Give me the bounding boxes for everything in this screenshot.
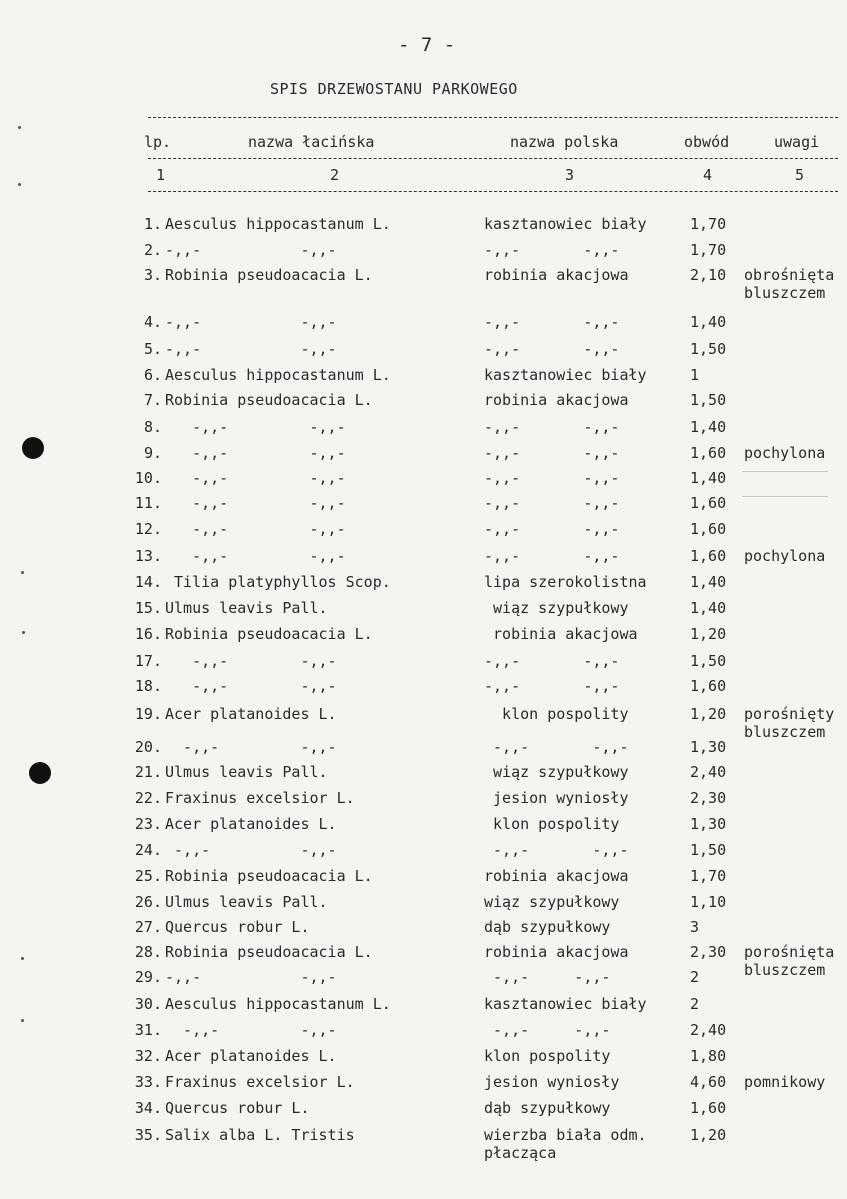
- circumference: 1,60: [690, 494, 727, 512]
- header-rule-middle: [148, 158, 838, 159]
- circumference: 2,30: [690, 943, 727, 961]
- polish-name: -,,- -,,-: [484, 738, 629, 756]
- table-row: [0, 444, 847, 470]
- table-row: [0, 241, 847, 267]
- table-row: [0, 995, 847, 1021]
- row-number: 32.: [134, 1047, 162, 1065]
- latin-name: -,,- -,,-: [165, 444, 346, 462]
- notes: pochylona: [744, 444, 826, 462]
- row-number: 2.: [143, 241, 162, 259]
- table-row: [0, 1021, 847, 1047]
- row-number: 29.: [134, 968, 162, 986]
- row-number: 12.: [134, 520, 162, 538]
- table-row: [0, 918, 847, 944]
- polish-name: -,,- -,,-: [484, 340, 620, 358]
- circumference: 1,50: [690, 391, 727, 409]
- speck: [21, 1019, 24, 1022]
- polish-name: wiąz szypułkowy: [484, 893, 620, 911]
- page-title: SPIS DRZEWOSTANU PARKOWEGO: [270, 80, 518, 98]
- polish-name: -,,- -,,-: [484, 677, 620, 695]
- polish-name: -,,- -,,-: [484, 520, 620, 538]
- latin-name: Acer platanoides L.: [165, 1047, 337, 1065]
- circumference: 1,20: [690, 1126, 727, 1144]
- latin-name: Fraxinus excelsior L.: [165, 1073, 355, 1091]
- circumference: 1,20: [690, 625, 727, 643]
- row-number: 4.: [143, 313, 162, 331]
- row-number: 26.: [134, 893, 162, 911]
- speck: [18, 126, 21, 129]
- latin-name: Robinia pseudoacacia L.: [165, 391, 373, 409]
- row-number: 24.: [134, 841, 162, 859]
- table-row: [0, 625, 847, 651]
- col-header-circumference: obwód: [684, 133, 730, 151]
- col-index-4: 4: [703, 166, 713, 184]
- table-row: [0, 1073, 847, 1099]
- row-number: 30.: [134, 995, 162, 1013]
- circumference: 1,50: [690, 841, 727, 859]
- circumference: 1,50: [690, 340, 727, 358]
- latin-name: -,,- -,,-: [165, 520, 346, 538]
- polish-name: robinia akacjowa: [484, 625, 638, 643]
- latin-name: Acer platanoides L.: [165, 705, 337, 723]
- row-number: 17.: [134, 652, 162, 670]
- polish-name: klon pospolity: [484, 705, 629, 723]
- circumference: 1,40: [690, 418, 727, 436]
- table-row: [0, 599, 847, 625]
- polish-name: -,,- -,,-: [484, 469, 620, 487]
- speck: [18, 183, 21, 186]
- table-row: [0, 841, 847, 867]
- polish-name: robinia akacjowa: [484, 867, 629, 885]
- latin-name: Aesculus hippocastanum L.: [165, 215, 391, 233]
- polish-name: -,,- -,,-: [484, 494, 620, 512]
- col-index-3: 3: [565, 166, 575, 184]
- table-row: [0, 789, 847, 815]
- latin-name: Robinia pseudoacacia L.: [165, 867, 373, 885]
- polish-name: klon pospolity: [484, 815, 620, 833]
- polish-name: -,,- -,,-: [484, 841, 629, 859]
- latin-name: -,,- -,,-: [165, 652, 337, 670]
- row-number: 1.: [143, 215, 162, 233]
- row-number: 28.: [134, 943, 162, 961]
- latin-name: Ulmus leavis Pall.: [165, 599, 328, 617]
- row-number: 35.: [134, 1126, 162, 1144]
- polish-name: robinia akacjowa: [484, 943, 629, 961]
- latin-name: -,,- -,,-: [165, 469, 346, 487]
- row-number: 33.: [134, 1073, 162, 1091]
- latin-name: -,,- -,,-: [165, 968, 337, 986]
- speck: [21, 957, 24, 960]
- table-row: [0, 520, 847, 546]
- table-row: [0, 893, 847, 919]
- circumference: 1,50: [690, 652, 727, 670]
- table-row: [0, 867, 847, 893]
- row-number: 11.: [134, 494, 162, 512]
- row-number: 23.: [134, 815, 162, 833]
- polish-name: jesion wyniosły: [484, 1073, 620, 1091]
- latin-name: Quercus robur L.: [165, 1099, 310, 1117]
- row-number: 27.: [134, 918, 162, 936]
- latin-name: Robinia pseudoacacia L.: [165, 943, 373, 961]
- polish-name: kasztanowiec biały: [484, 366, 647, 384]
- circumference: 2,30: [690, 789, 727, 807]
- circumference: 1,40: [690, 469, 727, 487]
- circumference: 1,60: [690, 520, 727, 538]
- circumference: 2: [690, 968, 700, 986]
- polish-name: -,,- -,,-: [484, 968, 611, 986]
- row-number: 14.: [134, 573, 162, 591]
- table-row: [0, 266, 847, 302]
- latin-name: -,,- -,,-: [165, 1021, 337, 1039]
- polish-name: jesion wyniosły: [484, 789, 629, 807]
- latin-name: Acer platanoides L.: [165, 815, 337, 833]
- col-header-latin: nazwa łacińska: [248, 133, 375, 151]
- table-row: [0, 313, 847, 339]
- row-number: 15.: [134, 599, 162, 617]
- circumference: 1,70: [690, 215, 727, 233]
- circumference: 1,60: [690, 444, 727, 462]
- polish-name: robinia akacjowa: [484, 391, 629, 409]
- circumference: 3: [690, 918, 700, 936]
- table-row: [0, 705, 847, 741]
- row-number: 7.: [143, 391, 162, 409]
- circumference: 1,70: [690, 241, 727, 259]
- speck: [21, 571, 24, 574]
- circumference: 1: [690, 366, 700, 384]
- latin-name: -,,- -,,-: [165, 547, 346, 565]
- row-number: 10.: [134, 469, 162, 487]
- header-rule-top: [148, 117, 838, 118]
- latin-name: -,,- -,,-: [165, 241, 337, 259]
- row-number: 5.: [143, 340, 162, 358]
- polish-name: kasztanowiec biały: [484, 995, 647, 1013]
- circumference: 1,40: [690, 573, 727, 591]
- notes: porośnięty bluszczem: [744, 705, 835, 741]
- circumference: 2,40: [690, 1021, 727, 1039]
- notes: pochylona: [744, 547, 826, 565]
- polish-name: klon pospolity: [484, 1047, 611, 1065]
- polish-name: -,,- -,,-: [484, 241, 620, 259]
- polish-name: wierzba biała odm. płacząca: [484, 1126, 647, 1162]
- row-number: 19.: [134, 705, 162, 723]
- punch-hole: [29, 762, 51, 784]
- latin-name: Tilia platyphyllos Scop.: [165, 573, 391, 591]
- latin-name: -,,- -,,-: [165, 841, 337, 859]
- table-row: [0, 652, 847, 678]
- circumference: 4,60: [690, 1073, 727, 1091]
- polish-name: -,,- -,,-: [484, 444, 620, 462]
- table-row: [0, 763, 847, 789]
- row-number: 8.: [143, 418, 162, 436]
- polish-name: -,,- -,,-: [484, 1021, 611, 1039]
- circumference: 1,60: [690, 547, 727, 565]
- row-number: 3.: [143, 266, 162, 284]
- latin-name: Salix alba L. Tristis: [165, 1126, 355, 1144]
- polish-name: dąb szypułkowy: [484, 918, 611, 936]
- col-header-polish: nazwa polska: [510, 133, 619, 151]
- col-header-notes: uwagi: [774, 133, 820, 151]
- table-row: [0, 1126, 847, 1162]
- pencil-line: [742, 471, 828, 472]
- circumference: 2: [690, 995, 700, 1013]
- latin-name: -,,- -,,-: [165, 313, 337, 331]
- circumference: 1,70: [690, 867, 727, 885]
- col-header-lp: lp.: [144, 133, 172, 151]
- latin-name: Fraxinus excelsior L.: [165, 789, 355, 807]
- table-row: [0, 391, 847, 417]
- circumference: 1,20: [690, 705, 727, 723]
- circumference: 1,30: [690, 815, 727, 833]
- row-number: 31.: [134, 1021, 162, 1039]
- table-row: [0, 547, 847, 573]
- table-row: [0, 968, 847, 994]
- col-index-2: 2: [330, 166, 340, 184]
- table-row: [0, 815, 847, 841]
- table-row: [0, 215, 847, 241]
- latin-name: -,,- -,,-: [165, 738, 337, 756]
- latin-name: Quercus robur L.: [165, 918, 310, 936]
- polish-name: lipa szerokolistna: [484, 573, 647, 591]
- polish-name: -,,- -,,-: [484, 652, 620, 670]
- latin-name: -,,- -,,-: [165, 494, 346, 512]
- table-row: [0, 1099, 847, 1125]
- latin-name: -,,- -,,-: [165, 340, 337, 358]
- col-index-1: 1: [156, 166, 166, 184]
- circumference: 1,60: [690, 1099, 727, 1117]
- table-row: [0, 469, 847, 495]
- circumference: 1,60: [690, 677, 727, 695]
- polish-name: robinia akacjowa: [484, 266, 629, 284]
- pencil-line: [742, 496, 828, 497]
- polish-name: wiąz szypułkowy: [484, 599, 629, 617]
- notes: obrośnięta bluszczem: [744, 266, 835, 302]
- row-number: 21.: [134, 763, 162, 781]
- row-number: 6.: [143, 366, 162, 384]
- row-number: 9.: [143, 444, 162, 462]
- row-number: 34.: [134, 1099, 162, 1117]
- table-row: [0, 1047, 847, 1073]
- latin-name: Ulmus leavis Pall.: [165, 763, 328, 781]
- notes: pomnikowy: [744, 1073, 826, 1091]
- latin-name: Robinia pseudoacacia L.: [165, 266, 373, 284]
- row-number: 25.: [134, 867, 162, 885]
- row-number: 20.: [134, 738, 162, 756]
- header-rule-bottom: [148, 191, 838, 192]
- row-number: 18.: [134, 677, 162, 695]
- polish-name: kasztanowiec biały: [484, 215, 647, 233]
- speck: [22, 631, 25, 634]
- polish-name: -,,- -,,-: [484, 547, 620, 565]
- polish-name: wiąz szypułkowy: [484, 763, 629, 781]
- polish-name: -,,- -,,-: [484, 313, 620, 331]
- circumference: 2,40: [690, 763, 727, 781]
- circumference: 2,10: [690, 266, 727, 284]
- punch-hole: [22, 437, 44, 459]
- table-row: [0, 418, 847, 444]
- latin-name: -,,- -,,-: [165, 418, 346, 436]
- notes: porośnięta bluszczem: [744, 943, 835, 979]
- table-row: [0, 366, 847, 392]
- latin-name: Ulmus leavis Pall.: [165, 893, 328, 911]
- table-row: [0, 738, 847, 764]
- polish-name: -,,- -,,-: [484, 418, 620, 436]
- row-number: 22.: [134, 789, 162, 807]
- latin-name: Robinia pseudoacacia L.: [165, 625, 373, 643]
- col-index-5: 5: [795, 166, 805, 184]
- row-number: 16.: [134, 625, 162, 643]
- circumference: 1,30: [690, 738, 727, 756]
- table-row: [0, 494, 847, 520]
- table-row: [0, 677, 847, 703]
- page-number: - 7 -: [398, 34, 456, 56]
- row-number: 13.: [134, 547, 162, 565]
- circumference: 1,80: [690, 1047, 727, 1065]
- table-row: [0, 340, 847, 366]
- polish-name: dąb szypułkowy: [484, 1099, 611, 1117]
- circumference: 1,40: [690, 313, 727, 331]
- circumference: 1,40: [690, 599, 727, 617]
- latin-name: -,,- -,,-: [165, 677, 337, 695]
- latin-name: Aesculus hippocastanum L.: [165, 995, 391, 1013]
- table-row: [0, 573, 847, 599]
- circumference: 1,10: [690, 893, 727, 911]
- latin-name: Aesculus hippocastanum L.: [165, 366, 391, 384]
